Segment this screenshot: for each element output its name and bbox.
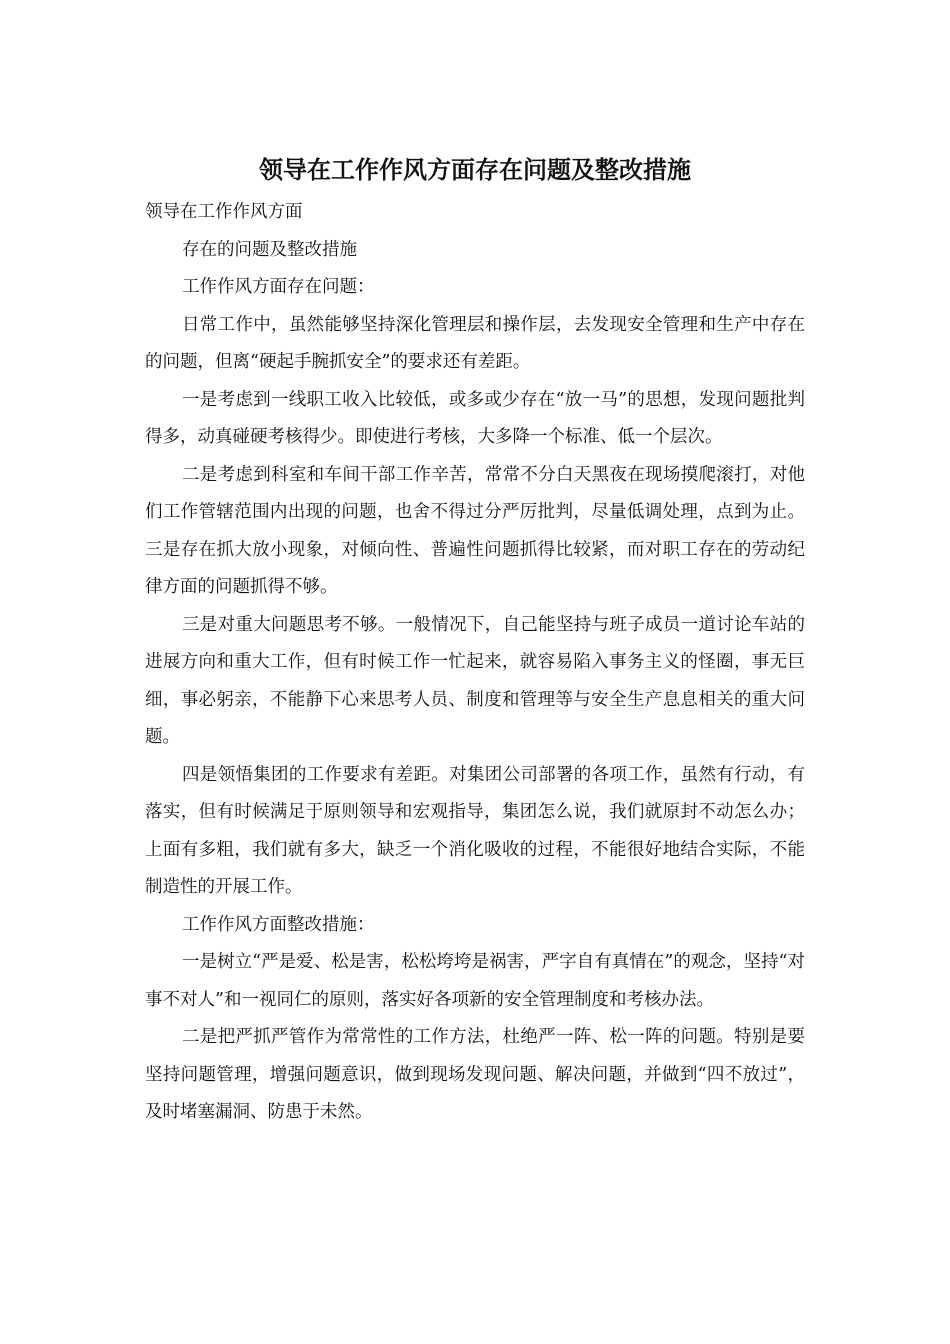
- paragraph-measure-1: 一是树立“严是爱、松是害，松松垮垮是祸害，严字自有真情在”的观念，坚持“对事不对人”和一视同仁的原则，落实好各项新的安全管理制度和考核办法。: [145, 952, 805, 1010]
- paragraph-problem-4: 四是领悟集团的工作要求有差距。对集团公司部署的各项工作，虽然有行动，有落实，但有时候满足于原则领导和宏观指导，集团怎么说，我们就原封不动怎么办；上面有多粗，我们就有多大，缺乏一个消化吸收的过程，不能很好地结合实际，不能制造性的开展工作。: [145, 764, 805, 897]
- section-heading-measures: 工作作风方面整改措施：: [182, 914, 375, 935]
- section-heading-problems: 工作作风方面存在问题：: [182, 277, 375, 297]
- paragraph-heading-2: 存在的问题及整改措施: [182, 239, 357, 260]
- paragraph-problem-1: 一是考虑到一线职工收入比较低，或多或少存在“放一马”的思想，发现问题批判得多，动真碰硬考核得少。即使进行考核，大多降一个标准、低一个层次。: [145, 389, 805, 447]
- paragraph-problem-3: 三是对重大问题思考不够。一般情况下，自己能坚持与班子成员一道讨论车站的进展方向和重大工作，但有时候工作一忙起来，就容易陷入事务主义的怪圈，事无巨细，事必躬亲，不能静下心来思考人员、制度和管理等与安全生产息息相关的重大问题。: [145, 614, 805, 747]
- paragraph-measure-2: 二是把严抓严管作为常常性的工作方法，杜绝严一阵、松一阵的问题。特别是要坚持问题管理，增强问题意识，做到现场发现问题、解决问题，并做到“四不放过”，及时堵塞漏洞、防患于未然。: [145, 1027, 805, 1122]
- paragraph-problem-2: 二是考虑到科室和车间干部工作辛苦，常常不分白天黑夜在现场摸爬滚打，对他们工作管辖范围内出现的问题，也舍不得过分严厉批判，尽量低调处理，点到为止。三是存在抓大放小现象，对倾向性、普遍性问题抓得比较紧，而对职工存在的劳动纪律方面的问题抓得不够。: [145, 464, 805, 597]
- document-body: [145, 194, 805, 1132]
- paragraph-heading-1: 领导在工作作风方面: [145, 202, 303, 222]
- document-title: 领导在工作作风方面存在问题及整改措施: [259, 155, 691, 184]
- paragraph-intro: 日常工作中，虽然能够坚持深化管理层和操作层，去发现安全管理和生产中存在的问题，但离“硬起手腕抓安全”的要求还有差距。: [145, 314, 805, 372]
